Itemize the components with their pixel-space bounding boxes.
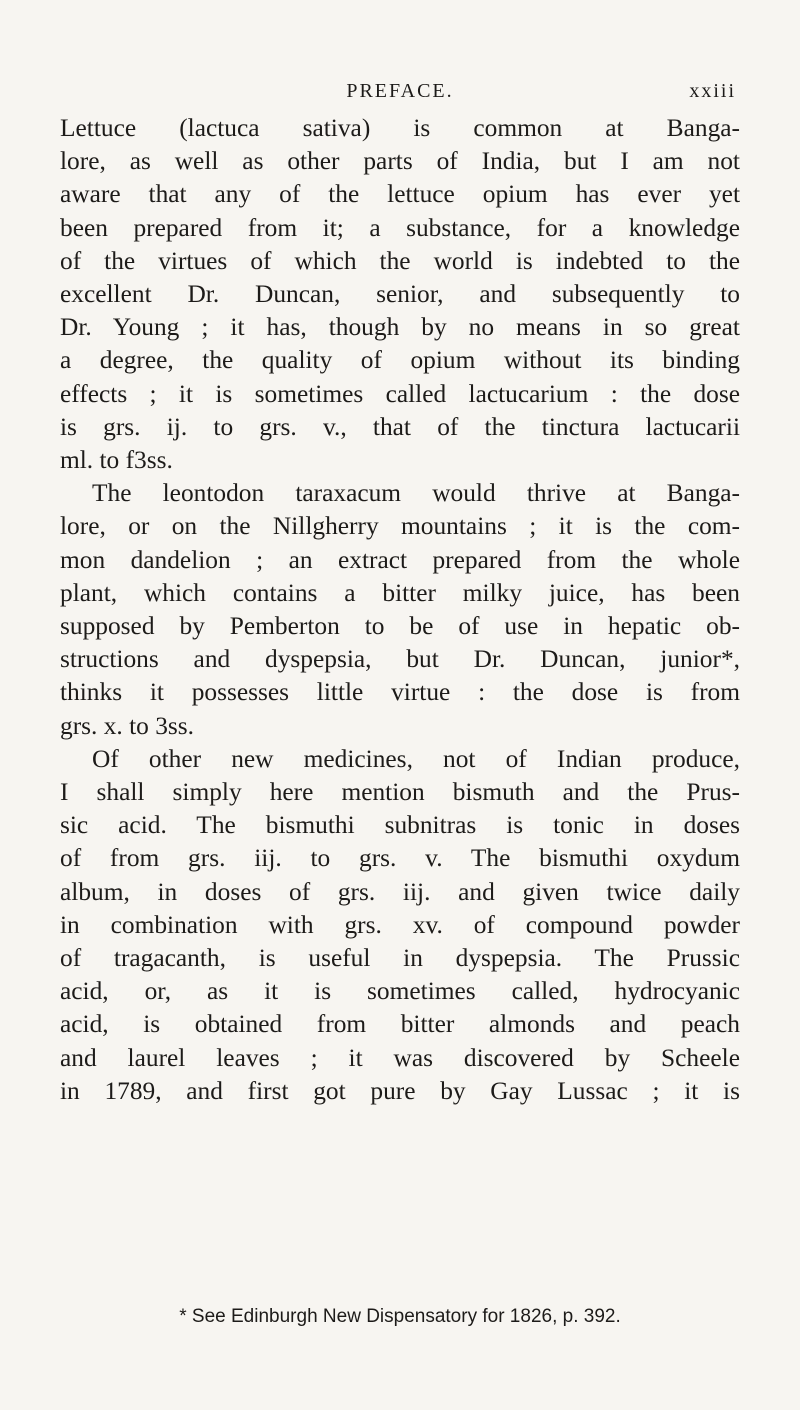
text-line: lore, as well as other parts of India, but I am not — [60, 147, 740, 176]
text-line: been prepared from it; a substance, for a knowledge — [60, 213, 740, 242]
text-line: The leontodon taraxacum would thrive at Banga- — [92, 479, 740, 508]
text-line: a degree, the quality of opium without its binding — [60, 346, 740, 375]
text-line: structions and dyspepsia, but Dr. Duncan, junior*, — [60, 645, 740, 674]
text-line: lore, or on the Nillgherry mountains ; it is the com- — [60, 512, 740, 541]
text-line: of from grs. iij. to grs. v. The bismuthi oxydum — [60, 844, 740, 873]
page-header — [60, 78, 740, 108]
text-line: Of other new medicines, not of Indian produce, — [92, 744, 740, 773]
text-line: ml. to f3ss. — [60, 446, 173, 475]
text-line: of tragacanth, is useful in dyspepsia. The Prussic — [60, 944, 740, 973]
text-line: in combination with grs. xv. of compound powder — [60, 910, 740, 939]
text-line: is grs. ij. to grs. v., that of the tinctura lactucarii — [60, 412, 740, 441]
text-line: of the virtues of which the world is indebted to the — [60, 246, 740, 275]
running-head: PREFACE. — [346, 80, 454, 102]
text-line: acid, or, as it is sometimes called, hydrocyanic — [60, 977, 740, 1006]
text-line: grs. x. to 3ss. — [60, 711, 195, 740]
text-line: mon dandelion ; an extract prepared from the whole — [60, 545, 740, 574]
text-line: plant, which contains a bitter milky juice, has been — [60, 578, 740, 607]
text-line: acid, is obtained from bitter almonds and peach — [60, 1010, 740, 1039]
text-line: sic acid. The bismuthi subnitras is tonic in doses — [60, 811, 740, 840]
text-line: album, in doses of grs. iij. and given twice daily — [60, 877, 740, 906]
text-line: Dr. Young ; it has, though by no means in so great — [60, 313, 740, 342]
page-number: xxiii — [689, 80, 736, 102]
text-line: effects ; it is sometimes called lactucarium : the dose — [60, 379, 740, 408]
text-line: in 1789, and first got pure by Gay Lussac ; it is — [60, 1076, 740, 1105]
footnote: * See Edinburgh New Dispensatory for 1826, p. 392. — [179, 1306, 621, 1327]
body-text — [60, 112, 740, 1108]
text-line: excellent Dr. Duncan, senior, and subsequently to — [60, 280, 740, 309]
text-line: supposed by Pemberton to be of use in hepatic ob- — [60, 612, 740, 641]
text-line: thinks it possesses little virtue : the dose is from — [60, 678, 740, 707]
text-line: and laurel leaves ; it was discovered by Scheele — [60, 1043, 740, 1072]
text-line: aware that any of the lettuce opium has ever yet — [60, 180, 740, 209]
text-line: Lettuce (lactuca sativa) is common at Banga- — [60, 114, 740, 142]
text-line: I shall simply here mention bismuth and the Prus- — [60, 778, 740, 807]
